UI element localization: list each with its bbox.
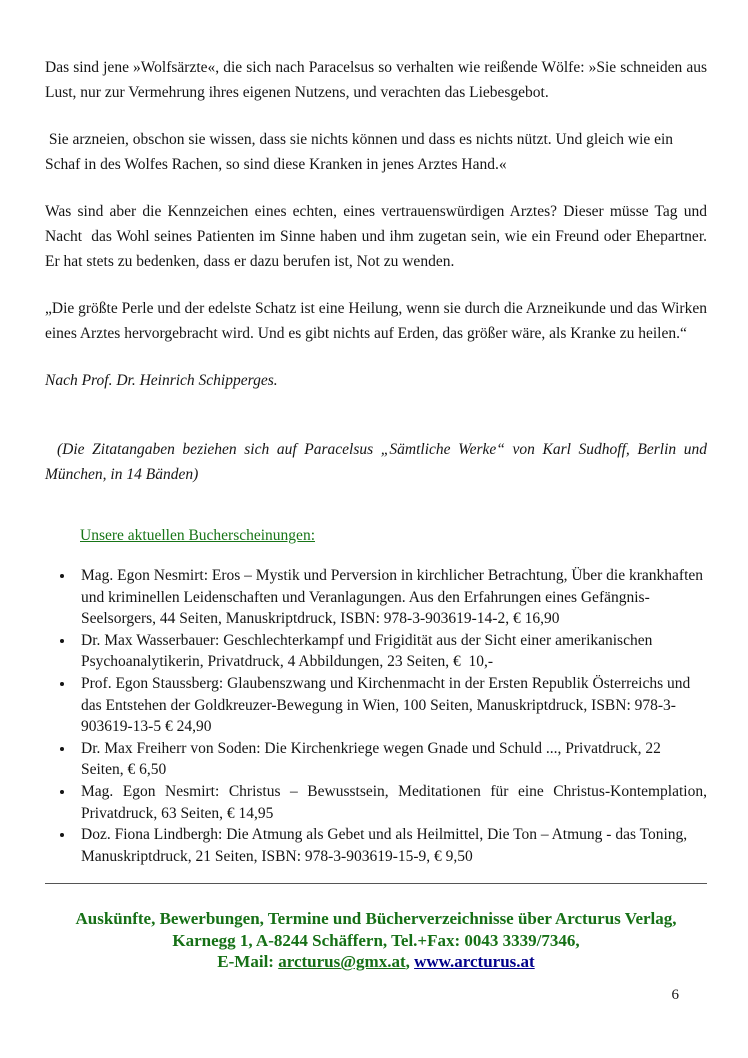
email-label: E-Mail: <box>217 952 279 972</box>
paragraph-kennzeichen: Was sind aber die Kennzeichen eines echten, eines vertrauenswürdigen Arztes? Dieser müsse Tag und Nacht das Wohl seines Patienten im Sinne haben und ihm zugetan sein, wie ein Freund oder Ehepartner. Er hat stets zu bedenken, dass er dazu berufen ist, Not zu wenden. <box>45 203 707 270</box>
paragraph-wolfsaerzte: Das sind jene »Wolfsärzte«, die sich nach Paracelsus so verhalten wie reißende Wölfe: »Sie schneiden aus Lust, nur zur Vermehrung ihres eigenen Nutzens, und verachten das Liebesgebot. <box>45 59 707 101</box>
link-separator: , <box>405 952 415 972</box>
footer-line-contact: Auskünfte, Bewerbungen, Termine und Bücherverzeichnisse über Arcturus Verlag, <box>75 909 677 929</box>
footer-line-address: Karnegg 1, A-8244 Schäffern, Tel.+Fax: 0043 3339/7346, <box>172 930 580 950</box>
page-number: 6 <box>671 986 679 1003</box>
footer-line-links <box>45 951 707 973</box>
separator-line <box>45 883 707 884</box>
paragraph-arzneien: Sie arzneien, obschon sie wissen, dass sie nichts können und dass es nichts nützt. Und gleich wie ein Schaf in des Wolfes Rachen, so sind diese Kranken in jenes Arztes Hand.« <box>45 131 674 173</box>
book-list <box>45 565 707 867</box>
book-list-item: • Prof. Egon Staussberg: Glaubenszwang und Kirchenmacht in der Ersten Republik Österreichs und das Entstehen der Goldkreuzer-Bewegung in Wien, 100 Seiten, Manuskriptdruck, ISBN: 978-3-903619-13-5 € 24,90 <box>75 673 707 738</box>
attribution-line: Nach Prof. Dr. Heinrich Schipperges. <box>45 372 278 389</box>
book-list-item: • Dr. Max Freiherr von Soden: Die Kirchenkriege wegen Gnade und Schuld ..., Privatdruck, 22 Seiten, € 6,50 <box>75 738 707 781</box>
publisher-footer <box>45 908 707 973</box>
citation-note: (Die Zitatangaben beziehen sich auf Paracelsus „Sämtliche Werke“ von Karl Sudhoff, Berlin und München, in 14 Bänden) <box>45 441 707 483</box>
book-list-item: • Dr. Max Wasserbauer: Geschlechterkampf und Frigidität aus der Sicht einer amerikanischen Psychoanalytikerin, Privatdruck, 4 Abbildungen, 23 Seiten, € 10,- <box>75 630 707 673</box>
book-list-item: • Mag. Egon Nesmirt: Eros – Mystik und Perversion in kirchlicher Betrachtung, Über die krankhaften und kriminellen Leidenschaften und Veranlagungen. Aus den Erfahrungen eines Gefängnis-Seelsorgers, 44 Seiten, Manuskriptdruck, ISBN: 978-3-903619-14-2, € 16,90 <box>75 565 707 630</box>
book-list-item: • Doz. Fiona Lindbergh: Die Atmung als Gebet und als Heilmittel, Die Ton – Atmung - das Toning, Manuskriptdruck, 21 Seiten, ISBN: 978-3-903619-15-9, € 9,50 <box>75 824 707 867</box>
list-heading-row <box>45 487 707 545</box>
website-link[interactable]: www.arcturus.at <box>414 952 535 972</box>
book-list-heading: Unsere aktuellen Bucherscheinungen: <box>80 527 315 544</box>
book-list-item: • Mag. Egon Nesmirt: Christus – Bewusstsein, Meditationen für eine Christus-Kontemplation, Privatdruck, 63 Seiten, € 14,95 <box>75 781 707 824</box>
paragraph-perle-zitat: „Die größte Perle und der edelste Schatz ist eine Heilung, wenn sie durch die Arzneikunde und das Wirken eines Arztes hervorgebracht wird. Und es gibt nichts auf Erden, das größer wäre, als Kranke zu heilen.“ <box>45 300 707 342</box>
email-link[interactable]: arcturus@gmx.at <box>278 952 406 972</box>
